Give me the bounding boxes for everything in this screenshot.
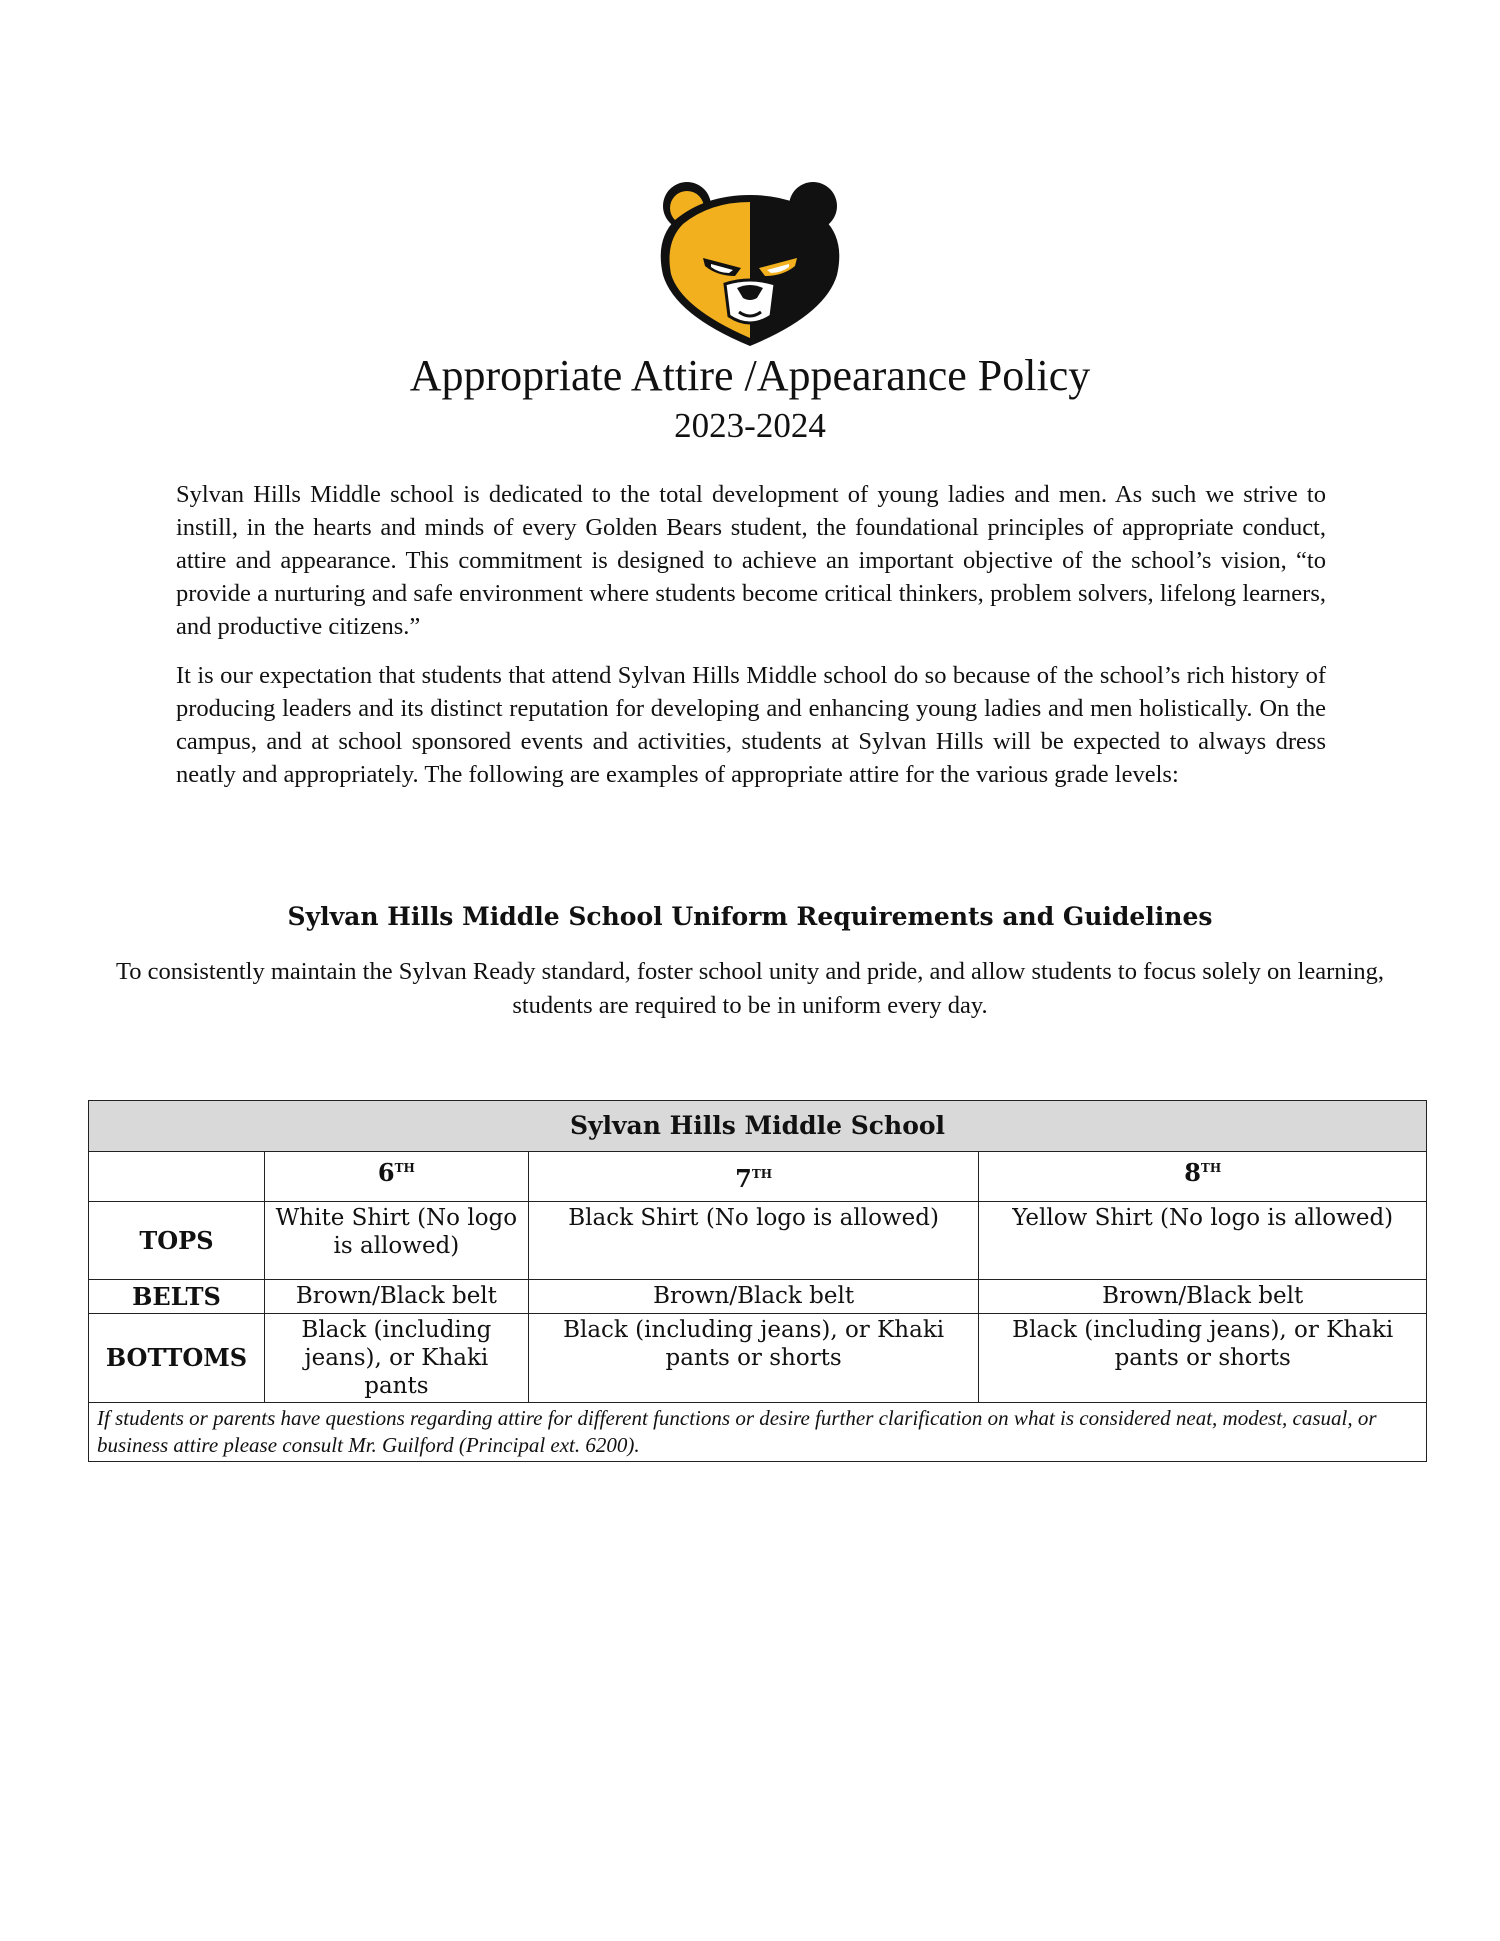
note-row: [89, 1403, 1427, 1462]
table-cell: Brown/Black belt: [528, 1280, 979, 1314]
intro-paragraph-2: It is our expectation that students that attend Sylvan Hills Middle school do so because of the school’s rich history of producing leaders and its distinct reputation for developing and enhancing young ladies and men holistically. On the campus, and at school sponsored events and activities, students at Sylvan Hills will be expected to always dress neatly and appropriately. The following are examples of appropriate attire for the various grade levels:: [176, 662, 1326, 788]
table-cell: Black (including jeans), or Khaki pants: [264, 1314, 528, 1403]
grade-number: 7: [735, 1164, 752, 1193]
grade-7-header: [528, 1152, 979, 1202]
table-note: If students or parents have questions regarding attire for different functions or desire further clarification on what is considered neat, modest, casual, or business attire please consult Mr. Guilford (Principal ext. 6200).: [89, 1403, 1427, 1462]
intro-section: [176, 478, 1326, 807]
intro-paragraph-1: Sylvan Hills Middle school is dedicated to the total development of young ladies and men. As such we strive to instill, in the hearts and minds of every Golden Bears student, the foundational principles of appropriate conduct, attire and appearance. This commitment is designed to achieve an important objective of the school’s vision, “to provide a nurturing and safe environment where students become critical thinkers, problem solvers, lifelong learners, and productive citizens.”: [176, 481, 1326, 640]
uniform-table: [88, 1100, 1427, 1462]
page-title: Appropriate Attire /Appearance Policy: [409, 351, 1091, 400]
grade-header-row: [89, 1152, 1427, 1202]
table-row: [89, 1314, 1427, 1403]
row-label-tops: TOPS: [89, 1202, 265, 1280]
table-cell: Black Shirt (No logo is allowed): [528, 1202, 979, 1280]
table-cell: Black (including jeans), or Khaki pants or shorts: [528, 1314, 979, 1403]
table-row: [89, 1202, 1427, 1280]
table-title: Sylvan Hills Middle School: [89, 1101, 1427, 1152]
uniform-heading: Sylvan Hills Middle School Uniform Requirements and Guidelines: [287, 902, 1213, 931]
table-row: [89, 1280, 1427, 1314]
table-cell: Black (including jeans), or Khaki pants or shorts: [979, 1314, 1427, 1403]
grade-suffix: TH: [394, 1161, 415, 1175]
row-label-bottoms: BOTTOMS: [89, 1314, 265, 1403]
table-cell: Brown/Black belt: [264, 1280, 528, 1314]
row-label-belts: BELTS: [89, 1280, 265, 1314]
grade-number: 8: [1184, 1158, 1201, 1187]
bear-logo-icon: [645, 180, 855, 348]
school-year: 2023-2024: [674, 406, 826, 445]
table-cell: Brown/Black belt: [979, 1280, 1427, 1314]
grade-suffix: TH: [751, 1167, 773, 1181]
grade-8-header: [979, 1152, 1427, 1202]
empty-corner-cell: [89, 1152, 265, 1202]
grade-number: 6: [377, 1158, 395, 1187]
table-cell: Yellow Shirt (No logo is allowed): [979, 1202, 1427, 1280]
grade-suffix: TH: [1200, 1161, 1222, 1175]
uniform-intro: To consistently maintain the Sylvan Ready standard, foster school unity and pride, and allow students to focus solely on learning, students are required to be in uniform every day.: [116, 958, 1384, 1019]
table-title-row: [89, 1101, 1427, 1152]
grade-6-header: [264, 1152, 528, 1202]
table-cell: White Shirt (No logo is allowed): [264, 1202, 528, 1280]
